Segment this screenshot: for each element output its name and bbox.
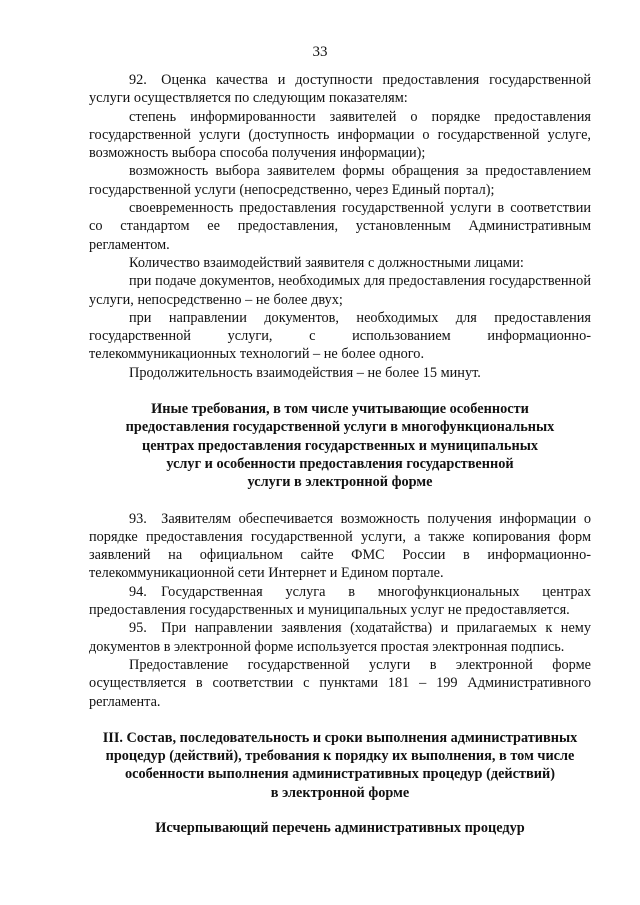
heading-line: предоставления государственной услуги в многофункциональных — [125, 419, 555, 436]
paragraph-duration: Продолжительность взаимодействия – не более 15 минут. — [129, 364, 481, 381]
paragraph-informedness: степень информированности заявителей о порядке предоставления государственной услуги (доступность информации о государственной услуге, возможность выбора способа получения информации); — [89, 108, 591, 162]
page-content — [89, 71, 591, 837]
heading-line: особенности выполнения административных процедур (действий) — [125, 766, 555, 783]
section-heading-other-requirements — [89, 400, 591, 491]
section-heading-iii — [89, 729, 591, 802]
heading-line: в электронной форме — [270, 784, 410, 801]
quality-indicators-section — [89, 71, 591, 382]
heading-line: Иные требования, в том числе учитывающие особенности — [151, 401, 529, 418]
heading-line: центрах предоставления государственных и муниципальных — [141, 437, 539, 454]
paragraph-93: 93. Заявителям обеспечивается возможность получения информации о порядке предоставления государственной услуги, а также копирования форм заявлений на официальном сайте ФМС России в информационно-телекоммуникационной сети Интернет и Едином портале. — [89, 510, 591, 582]
heading-line: III. Состав, последовательность и сроки выполнения административных — [102, 729, 578, 746]
paragraph-92: 92. Оценка качества и доступности предоставления государственной услуги осуществляется по следующим показателям: — [89, 72, 591, 107]
paragraph-timeliness: своевременность предоставления государственной услуги в соответствии со стандартом ее предоставления, установленным Административным регламентом. — [89, 200, 591, 253]
heading-line: услуги в электронной форме — [247, 474, 433, 491]
paragraph-electronic-submission: при направлении документов, необходимых для предоставления государственной услуги, с использованием информационно-телекоммуникационных технологий – не более одного. — [89, 309, 591, 363]
subheading-procedures-list: Исчерпывающий перечень административных процедур — [155, 819, 525, 836]
electronic-form-section — [89, 510, 591, 711]
paragraph-94: 94. Государственная услуга в многофункциональных центрах предоставления государственных и муниципальных услуг не предоставляется. — [89, 583, 591, 619]
paragraph-interactions-count: Количество взаимодействий заявителя с должностными лицами: — [129, 254, 524, 271]
paragraph-95: 95. При направлении заявления (ходатайства) и прилагаемых к нему документов в электронной форме используется простая электронная подпись. — [89, 620, 591, 655]
paragraph-electronic-provision: Предоставление государственной услуги в электронной форме осуществляется в соответствии с пунктами 181 – 199 Административного регламента. — [89, 656, 591, 710]
paragraph-form-choice: возможность выбора заявителем формы обращения за предоставлением государственной услуги (непосредственно, через Единый портал); — [89, 163, 591, 198]
paragraph-submission: при подаче документов, необходимых для предоставления государственной услуги, непосредственно – не более двух; — [89, 273, 591, 308]
heading-line: услуг и особенности предоставления государственной — [166, 455, 514, 472]
heading-line: процедур (действий), требования к порядку их выполнения, в том числе — [105, 748, 575, 765]
page-number: 33 — [312, 44, 328, 60]
